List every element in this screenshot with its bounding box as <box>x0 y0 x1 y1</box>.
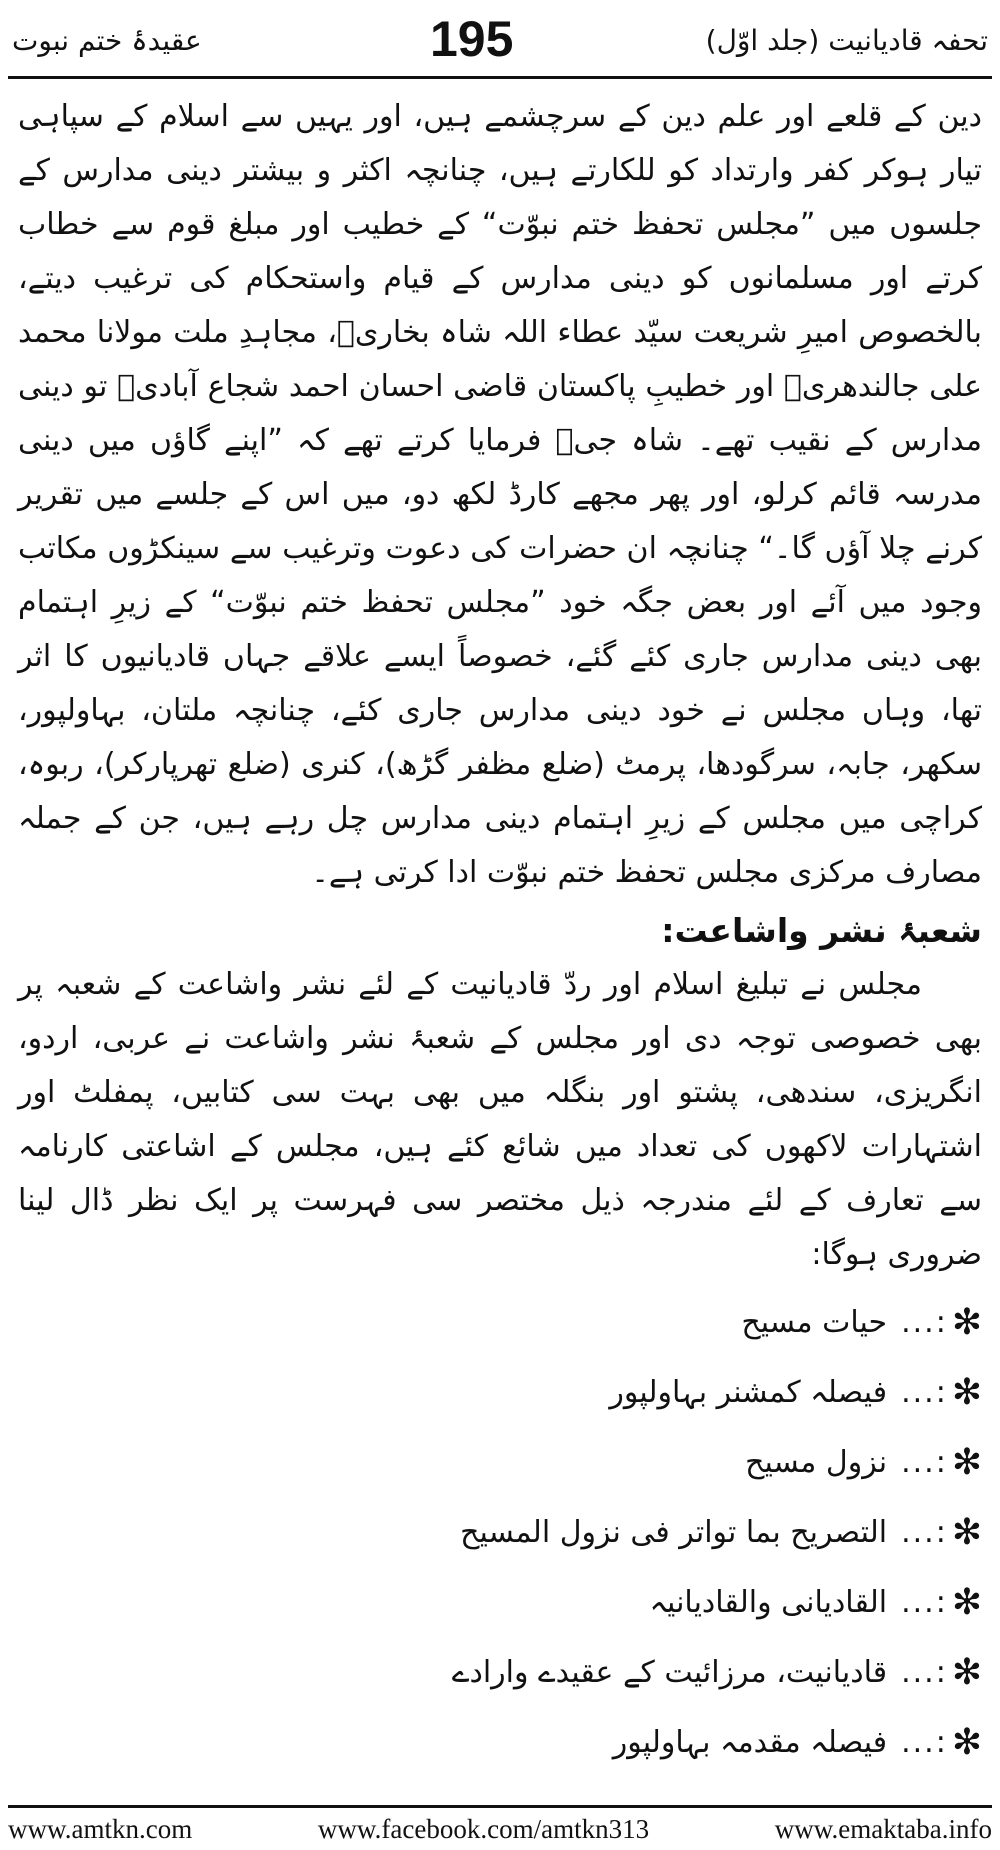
list-dash: :... <box>901 1655 948 1690</box>
list-item-title: فیصلہ کمشنر بہاولپور <box>609 1375 888 1410</box>
asterisk-icon: ✻ <box>951 1442 982 1483</box>
list-item <box>18 1498 982 1568</box>
footer-link-amtkn[interactable]: www.amtkn.com <box>8 1814 193 1844</box>
list-item-title: حیات مسیح <box>741 1305 888 1340</box>
asterisk-icon: ✻ <box>951 1582 982 1623</box>
list-item <box>18 1288 982 1358</box>
page-number: 195 <box>430 11 514 67</box>
list-item-title: نزول مسیح <box>745 1445 888 1480</box>
asterisk-icon: ✻ <box>951 1512 982 1553</box>
list-item <box>18 1358 982 1428</box>
paragraph-publishing: مجلس نے تبلیغ اسلام اور ردّ قادیانیت کے لئے نشر واشاعت کے شعبہ پر بھی خصوصی توجہ دی اور مجلس کے شعبۂ نشر واشاعت نے عربی، اردو، انگریزی، سندھی، پشتو اور بنگلہ میں بھی بہت سی کتابیں، پمفلٹ اور اشتہارات لاکھوں کی تعداد میں شائع کئے ہیں، مجلس کے اشاعتی کارنامہ سے تعارف کے لئے مندرجہ ذیل مختصر سی فہرست پر ایک نظر ڈال لینا ضروری ہوگا: <box>18 967 982 1272</box>
page-header <box>0 0 1000 76</box>
list-item <box>18 1568 982 1638</box>
list-item <box>18 1428 982 1498</box>
list-dash: :... <box>901 1515 948 1550</box>
list-item <box>18 1708 982 1778</box>
paragraph-madaris: دین کے قلعے اور علم دین کے سرچشمے ہیں، اور یہیں سے اسلام کے سپاہی تیار ہوکر کفر وارتداد کو للکارتے ہیں، چنانچہ اکثر و بیشتر دینی مدارس کے جلسوں میں ”مجلس تحفظ ختم نبوّت“ کے خطیب اور مبلغ قوم سے خطاب کرتے اور مسلمانوں کو دینی مدارس کے قیام واستحکام کی ترغیب دیتے، بالخصوص امیرِ شریعت سیّد عطاء اللہ شاہ بخاریؒ، مجاہدِ ملت مولانا محمد علی جالندھریؒ اور خطیبِ پاکستان قاضی احسان احمد شجاع آبادیؒ تو دینی مدارس کے نقیب تھے۔ شاہ جیؒ فرمایا کرتے تھے کہ ”اپنے گاؤں میں دینی مدرسہ قائم کرلو، اور پھر مجھے کارڈ لکھ دو، میں اس کے جلسے میں تقریر کرنے چلا آؤں گا۔“ چنانچہ ان حضرات کی دعوت وترغیب سے سینکڑوں مکاتب وجود میں آئے اور بعض جگہ خود ”مجلس تحفظ ختم نبوّت“ کے زیرِ اہتمام بھی دینی مدارس جاری کئے گئے، خصوصاً ایسے علاقے جہاں قادیانیوں کا اثر تھا، وہاں مجلس نے خود دینی مدارس جاری کئے، چنانچہ ملتان، بہاولپور، سکھر، جابہ، سرگودھا، پرمٹ (ضلع مظفر گڑھ)، کنری (ضلع تھرپارکر)، ربوہ، کراچی میں مجلس کے زیرِ اہتمام دینی مدارس چل رہے ہیں، جن کے جملہ مصارف مرکزی مجلس تحفظ ختم نبوّت ادا کرتی ہے۔ <box>18 99 982 890</box>
list-dash: :... <box>901 1445 948 1480</box>
list-dash: :... <box>901 1305 948 1340</box>
publications-list <box>18 1288 982 1778</box>
footer-link-emaktaba[interactable]: www.emaktaba.info <box>774 1814 992 1844</box>
header-rule <box>8 76 992 79</box>
asterisk-icon: ✻ <box>951 1722 982 1763</box>
list-item-title: القادیانی والقادیانیہ <box>649 1585 888 1620</box>
list-item-title: قادیانیت، مرزائیت کے عقیدے وارادے <box>451 1655 888 1690</box>
list-dash: :... <box>901 1375 948 1410</box>
list-item-title: فیصلہ مقدمہ بہاولپور <box>612 1725 888 1760</box>
page-content <box>18 90 982 1763</box>
header-book-subtitle: عقیدۂ ختم نبوت <box>12 24 202 57</box>
list-dash: :... <box>901 1585 948 1620</box>
footer-link-facebook[interactable]: www.facebook.com/amtkn313 <box>317 1814 650 1844</box>
section-heading: شعبۂ نشر واشاعت: <box>661 911 982 950</box>
list-item <box>18 1638 982 1708</box>
page-footer <box>8 1805 992 1845</box>
asterisk-icon: ✻ <box>951 1302 982 1343</box>
asterisk-icon: ✻ <box>951 1652 982 1693</box>
list-item-title: التصریح بما تواتر فی نزول المسیح <box>460 1515 888 1550</box>
asterisk-icon: ✻ <box>951 1372 982 1413</box>
header-book-title: تحفہ قادیانیت (جلد اوّل) <box>705 24 988 57</box>
list-dash: :... <box>901 1725 948 1760</box>
